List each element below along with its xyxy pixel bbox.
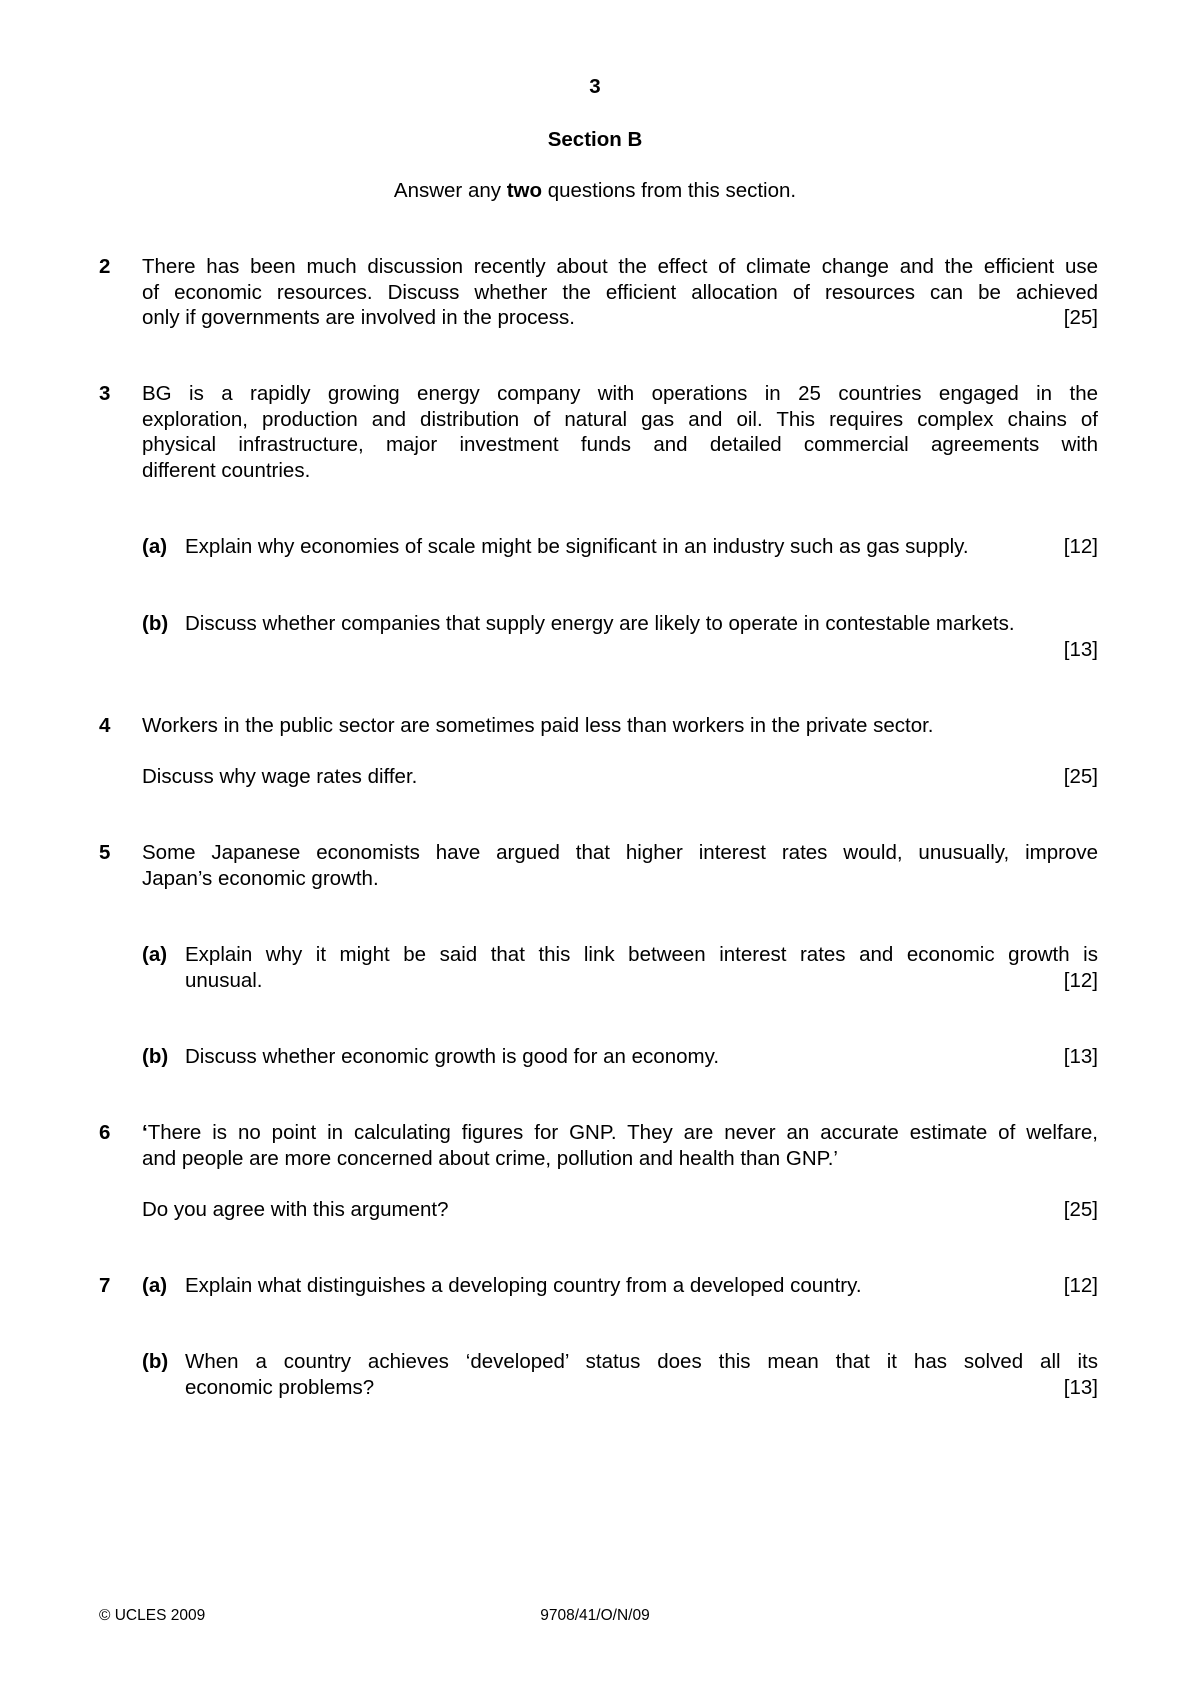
question-3b-text: Discuss whether companies that supply energy are likely to operate in contestable markets.: [185, 612, 1015, 635]
question-7b-mark: [13]: [1063, 1376, 1098, 1399]
question-5b-mark: [13]: [1063, 1045, 1098, 1068]
question-5-text: Some Japanese economists have argued that higher interest rates would, unusually, improve Japan’s economic growth.: [142, 841, 1098, 890]
question-4-mark: [25]: [1063, 765, 1098, 788]
question-4-prompt: Discuss why wage rates differ.: [142, 765, 418, 788]
footer-copyright: © UCLES 2009: [99, 1607, 206, 1624]
question-7b-text: When a country achieves ‘developed’ status does this mean that it has solved all its economic problems?: [185, 1350, 1098, 1399]
question-3-number: 3: [99, 382, 111, 405]
question-3b-label: (b): [142, 612, 169, 635]
question-6-mark: [25]: [1063, 1198, 1098, 1221]
question-3-text: BG is a rapidly growing energy company with operations in 25 countries engaged in the exploration, production and distribution of natural gas and oil. This requires complex chains of physical infrastructure, major investment funds and detailed commercial agreements with different countries.: [142, 382, 1098, 482]
question-5b-text: Discuss whether economic growth is good for an economy.: [185, 1045, 720, 1068]
question-7-number: 7: [99, 1274, 111, 1297]
question-2-mark: [25]: [1063, 306, 1098, 329]
instruction: Answer any two questions from this section.: [393, 179, 797, 202]
question-6-text: ‘There is no point in calculating figures for GNP. They are never an accurate estimate of welfare, and people are more concerned about crime, pollution and health than GNP.’: [142, 1121, 1098, 1170]
question-3a-text: Explain why economies of scale might be significant in an industry such as gas supply.: [185, 535, 969, 558]
question-2-text: There has been much discussion recently about the effect of climate change and the efficient use of economic resources. Discuss whether the efficient allocation of resources can be achieved: [142, 255, 1098, 304]
question-7a-text: Explain what distinguishes a developing country from a developed country.: [185, 1274, 862, 1297]
question-5a-label: (a): [142, 943, 168, 966]
question-3b-mark: [13]: [1063, 638, 1098, 661]
question-6-prompt: Do you agree with this argument?: [142, 1198, 449, 1221]
footer-code: 9708/41/O/N/09: [540, 1607, 650, 1624]
question-4-text: Workers in the public sector are sometimes paid less than workers in the private sector.: [142, 714, 934, 737]
question-7a-mark: [12]: [1063, 1274, 1098, 1297]
question-3a-mark: [12]: [1063, 535, 1098, 558]
question-2-number: 2: [99, 255, 111, 278]
question-7a-label: (a): [142, 1274, 168, 1297]
question-5a-text: Explain why it might be said that this link between interest rates and economic growth is unusual.: [185, 943, 1098, 992]
section-title: Section B: [547, 128, 643, 151]
question-5b-label: (b): [142, 1045, 169, 1068]
question-5-number: 5: [99, 841, 111, 864]
question-3a-label: (a): [142, 535, 168, 558]
page-number: 3: [589, 75, 601, 98]
question-7b-label: (b): [142, 1350, 169, 1373]
question-4-number: 4: [99, 714, 111, 737]
question-2-last-line: only if governments are involved in the process.: [142, 306, 576, 329]
question-6-number: 6: [99, 1121, 111, 1144]
question-5a-mark: [12]: [1063, 969, 1098, 992]
